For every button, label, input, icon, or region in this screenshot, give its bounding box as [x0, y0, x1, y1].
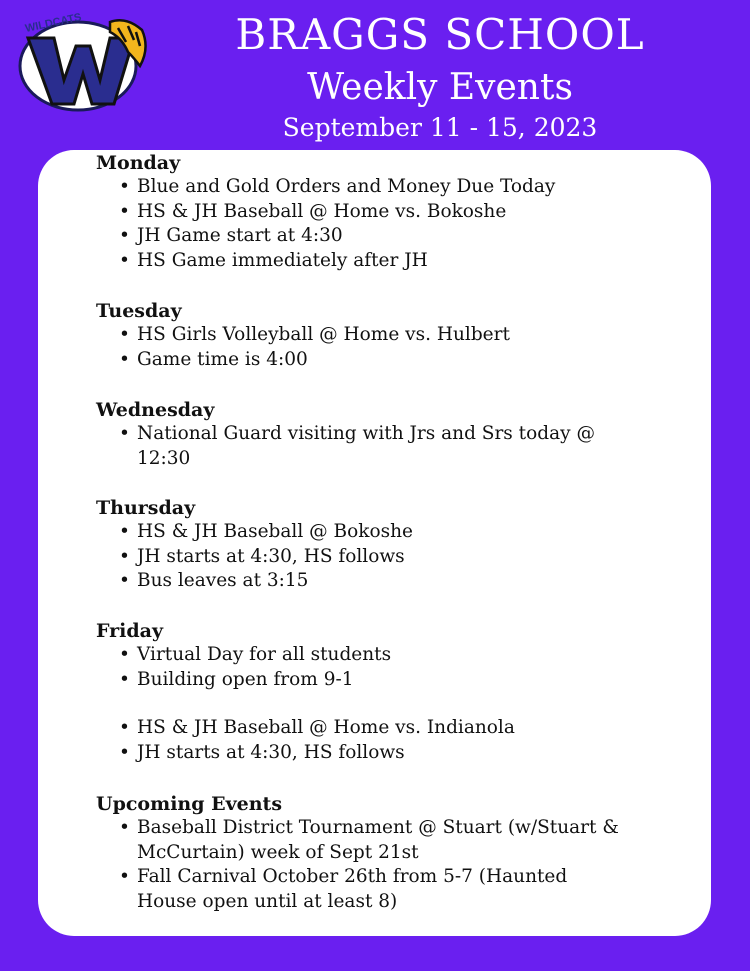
list-item: • Fall Carnival October 26th from 5-7 (Haunted House open until at least 8)	[119, 865, 582, 914]
section-tuesday	[96, 299, 656, 372]
date-range: September 11 - 15, 2023	[282, 113, 598, 142]
event-list	[96, 422, 656, 471]
event-list	[96, 323, 656, 372]
list-item: • HS & JH Baseball @ Home vs. Indianola	[119, 716, 656, 741]
list-item: • Game time is 4:00	[119, 348, 656, 373]
svg-text:WILDCATS: WILDCATS	[24, 11, 83, 35]
list-item: • Virtual Day for all students	[119, 643, 656, 668]
day-title: Tuesday	[96, 300, 182, 322]
events-panel	[38, 150, 711, 936]
section-thursday	[96, 496, 656, 594]
list-item: • Blue and Gold Orders and Money Due Today	[119, 175, 656, 200]
day-title: Thursday	[96, 497, 196, 519]
event-list	[96, 816, 656, 914]
event-list	[96, 520, 656, 594]
list-item: • Building open from 9-1	[119, 668, 656, 693]
list-item: • HS Girls Volleyball @ Home vs. Hulbert	[119, 323, 656, 348]
day-title: Wednesday	[96, 399, 215, 421]
list-item: • HS & JH Baseball @ Home vs. Bokoshe	[119, 200, 656, 225]
list-item: • JH Game start at 4:30	[119, 224, 656, 249]
list-item: • HS & JH Baseball @ Bokoshe	[119, 520, 656, 545]
day-title: Monday	[96, 152, 181, 174]
list-item: • National Guard visiting with Jrs and Srs today @ 12:30	[119, 422, 607, 471]
section-monday	[96, 151, 656, 273]
section-wednesday	[96, 398, 656, 471]
section-upcoming-events	[96, 792, 656, 914]
list-item: • Baseball District Tournament @ Stuart (w/Stuart & McCurtain) week of Sept 21st	[119, 816, 637, 865]
day-title: Upcoming Events	[96, 793, 283, 815]
school-name: BRAGGS SCHOOL	[235, 10, 645, 59]
list-item: • JH starts at 4:30, HS follows	[119, 741, 656, 766]
event-list	[96, 175, 656, 273]
list-item: • JH starts at 4:30, HS follows	[119, 545, 656, 570]
section-friday	[96, 619, 656, 765]
page-subtitle: Weekly Events	[307, 67, 573, 108]
list-item: • Bus leaves at 3:15	[119, 569, 656, 594]
day-title: Friday	[96, 620, 164, 642]
event-list	[96, 716, 656, 765]
list-item: • HS Game immediately after JH	[119, 249, 656, 274]
event-list	[96, 643, 656, 692]
header	[0, 0, 750, 150]
